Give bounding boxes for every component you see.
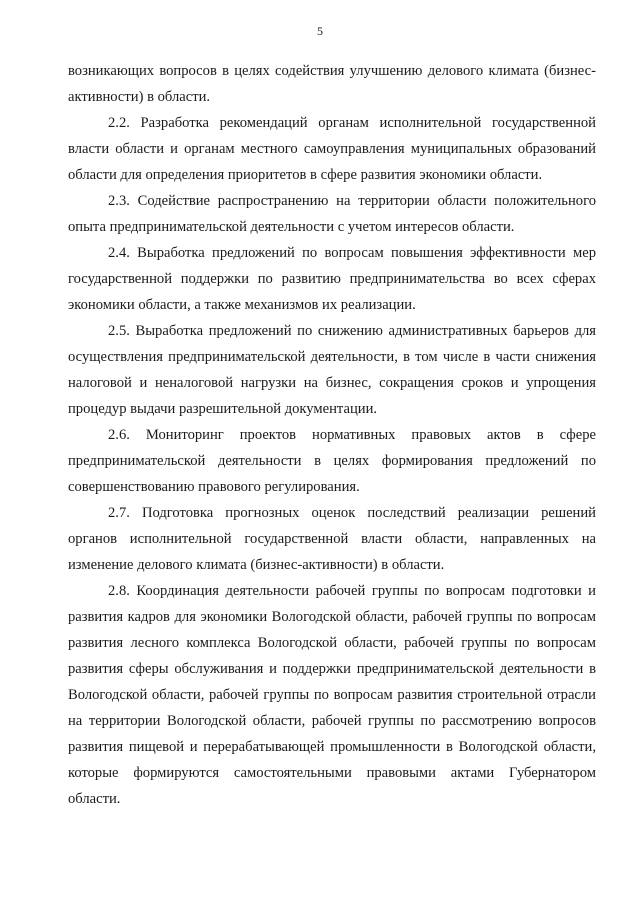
paragraph-continuation: возникающих вопросов в целях содействия улучшению делового климата (бизнес-активности) в области. bbox=[68, 63, 596, 105]
paragraph-2-2: 2.2. Разработка рекомендаций органам исполнительной государственной власти области и органам местного самоуправления муниципальных образований области для определения приоритетов в сфере развития экономики области. bbox=[68, 115, 596, 183]
page-number: 5 bbox=[317, 24, 323, 38]
paragraph-2-6: 2.6. Мониторинг проектов нормативных правовых актов в сфере предпринимательской деятельности в целях формирования предложений по совершенствованию правового регулирования. bbox=[68, 427, 596, 495]
document-body bbox=[68, 58, 596, 812]
paragraph-2-5: 2.5. Выработка предложений по снижению административных барьеров для осуществления предпринимательской деятельности, в том числе в части снижения налоговой и неналоговой нагрузки на бизнес, сокращения сроков и упрощения процедур выдачи разрешительной документации. bbox=[68, 323, 596, 417]
paragraph-2-3: 2.3. Содействие распространению на территории области положительного опыта предпринимательской деятельности с учетом интересов области. bbox=[68, 193, 596, 235]
paragraph-2-7: 2.7. Подготовка прогнозных оценок последствий реализации решений органов исполнительной государственной власти области, направленных на изменение делового климата (бизнес-активности) в области. bbox=[68, 505, 596, 573]
paragraph-2-4: 2.4. Выработка предложений по вопросам повышения эффективности мер государственной поддержки по развитию предпринимательства во всех сферах экономики области, а также механизмов их реализации. bbox=[68, 245, 596, 313]
paragraph-2-8: 2.8. Координация деятельности рабочей группы по вопросам подготовки и развития кадров для экономики Вологодской области, рабочей группы по вопросам развития лесного комплекса Вологодской области, рабочей группы по вопросам развития сферы обслуживания и поддержки предпринимательской деятельности в Вологодской области, рабочей группы по вопросам развития строительной отрасли на территории Вологодской области, рабочей группы по рассмотрению вопросов развития пищевой и перерабатывающей промышленности в Вологодской области, которые формируются самостоятельными правовыми актами Губернатором области. bbox=[68, 583, 596, 807]
